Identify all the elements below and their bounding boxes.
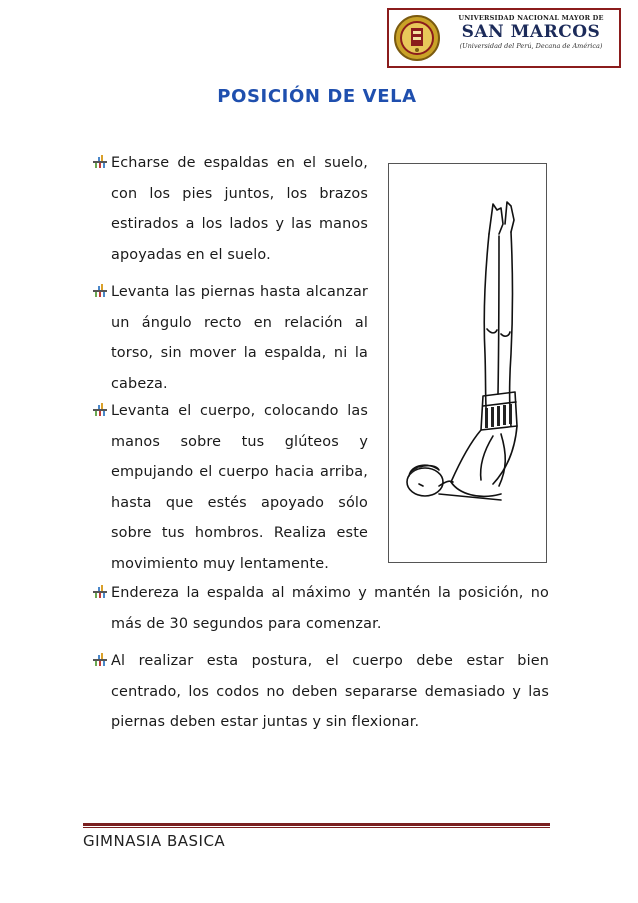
step-1-text: Echarse de espaldas en el suelo, con los pies juntos, los brazos estirados a los lados y las manos apoyadas en el suelo. [111, 155, 368, 263]
candle-pose-drawing [389, 164, 546, 562]
bullet-icon [92, 284, 108, 298]
bullet-icon [92, 653, 108, 667]
step-3-text: Levanta el cuerpo, colocando las manos sobre tus glúteos y empujando el cuerpo hacia arriba, hasta que estés apoyado sólo sobre tus hombros. Realiza este movimiento muy lentamente. [111, 403, 368, 572]
bullet-icon [92, 155, 108, 169]
step-2-text: Levanta las piernas hasta alcanzar un ángulo recto en relación al torso, sin mover la espalda, ni la cabeza. [111, 284, 368, 392]
candle-pose-illustration [388, 163, 547, 563]
footer-rule [83, 823, 550, 826]
step-4-text: Endereza la espalda al máximo y mantén la posición, no más de 30 segundos para comenzar. [111, 585, 549, 632]
logo-line-3: (Universidad del Perú, Decana de América) [459, 42, 603, 50]
bullet-icon [92, 585, 108, 599]
page-title-text: POSICIÓN DE VELA [217, 86, 417, 107]
university-logo [387, 8, 621, 68]
step-5-text: Al realizar esta postura, el cuerpo debe estar bien centrado, los codos no deben separarse demasiado y las piernas deben estar juntas y sin flexionar. [111, 653, 549, 730]
footer-rule-thin [83, 827, 550, 828]
page-title [0, 86, 638, 112]
logo-line-1: UNIVERSIDAD NACIONAL MAYOR DE [458, 14, 604, 22]
bullet-icon [92, 403, 108, 417]
university-seal-icon [393, 14, 441, 62]
logo-line-2: SAN MARCOS [461, 22, 601, 42]
footer-text: GIMNASIA BASICA [83, 832, 226, 850]
